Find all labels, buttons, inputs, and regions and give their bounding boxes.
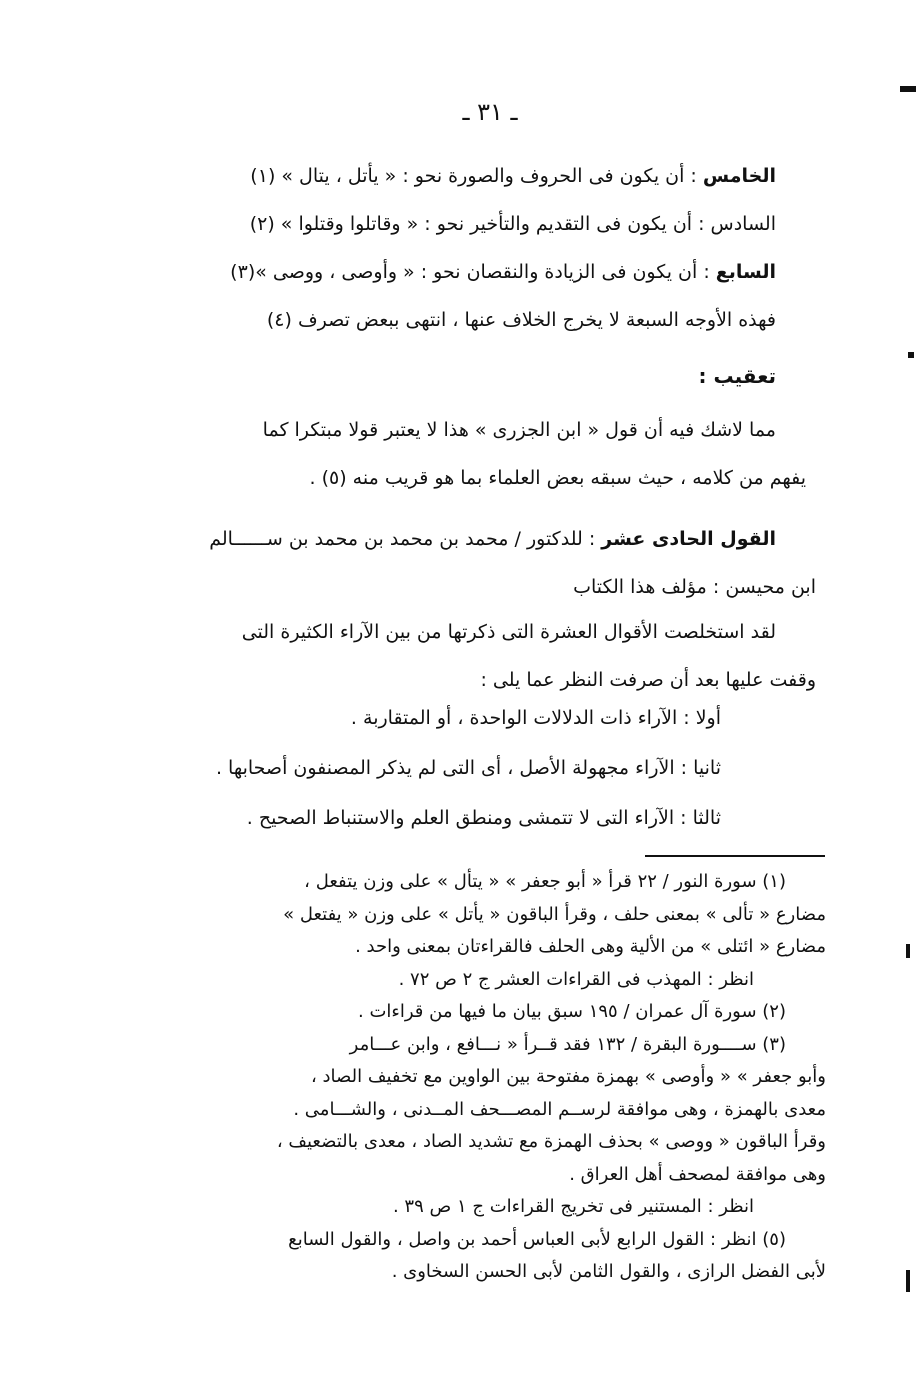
footnote-line: لأبى الفضل الرازى ، والقول الثامن لأبى الحسن السخاوى . [391, 1261, 826, 1282]
footnote-line: وهى موافقة لمصحف أهل العراق . [569, 1163, 826, 1185]
aspect-line-fifth [146, 152, 776, 200]
footnote-line: (٢) سورة آل عمران / ١٩٥ سبق بيان ما فيها من قراءات . [358, 1001, 786, 1022]
aspect-text: : أن يكون فى الحروف والصورة نحو : « يأتل ، يتال » (١) [250, 165, 703, 187]
footnote-line: مضارع « تألى » بمعنى حلف ، وقرأ الباقون « يأتل » على وزن « يفتعل » [283, 903, 826, 925]
eleventh-opinion-paragraph [86, 515, 816, 611]
aspect-line-seventh [146, 248, 776, 296]
aspect-text: فهذه الأوجه السبعة لا يخرج الخلاف عنها ، انتهى ببعض تصرف (٤) [266, 309, 776, 331]
list-item: أولا : الآراء ذات الدلالات الواحدة ، أو المتقاربة . [350, 707, 721, 729]
conclusion-paragraph [86, 608, 816, 704]
eleventh-line-author: ابن محيسن : مؤلف هذا الكتاب [573, 576, 816, 598]
footnote-line: انظر : المستنير فى تخريج القراءات ج ١ ص ٣٩ . [392, 1196, 754, 1217]
comment-line: مما لاشك فيه أن قول « ابن الجزرى » هذا لا يعتبر قولا مبتكرا كما [262, 419, 776, 441]
aspect-line-sixth [146, 200, 776, 248]
eleventh-line [86, 515, 776, 563]
aspect-text: السادس : أن يكون فى التقديم والتأخير نحو : « وقاتلوا وقتلوا » (٢) [249, 213, 776, 235]
conclusion-line: وقفت عليها بعد أن صرفت النظر عما يلى : [480, 669, 816, 691]
aspect-text: : أن يكون فى الزيادة والنقصان نحو : « وأوصى ، ووصى »(٣) [230, 261, 716, 283]
page-number: ـ ٣١ ـ [462, 98, 518, 126]
conclusion-line: لقد استخلصت الأقوال العشرة التى ذكرتها من بين الآراء الكثيرة التى [241, 621, 776, 643]
aspect-line-summary [146, 296, 776, 344]
eleventh-text: : للدكتور / محمد بن محمد بن محمد بن ســــــالم [209, 528, 602, 550]
footnote-line: مضارع « ائتلى » من الألية وهى الحلف فالقراءتان بمعنى واحد . [355, 936, 826, 957]
scan-mark [908, 352, 914, 358]
footnote-line: (٣) ســــورة البقرة / ١٣٢ فقد قــرأ « نـــافع ، وابن عـــامر [349, 1033, 786, 1055]
footnote-line: معدى بالهمزة ، وهى موافقة لرســم المصـــحف المــدنى ، والشـــامى . [293, 1098, 826, 1120]
footnote-line: (٥) انظر : القول الرابع لأبى العباس أحمد بن واصل ، والقول السابع [288, 1228, 786, 1250]
footnotes [126, 866, 826, 1289]
list-item: ثانيا : الآراء مجهولة الأصل ، أى التى لم يذكر المصنفون أصحابها . [215, 757, 721, 779]
footnote-separator [645, 855, 825, 857]
comment-heading: تعقيب : [698, 364, 776, 388]
aspect-label: السابع [715, 261, 776, 283]
footnote-line: (١) سورة النور / ٢٢ قرأ « أبو جعفر » « يتأل » على وزن يتفعل ، [304, 871, 786, 892]
list-item: ثالثا : الآراء التى لا تتمشى ومنطق العلم والاستنباط الصحيح . [246, 807, 721, 829]
footnote-line: انظر : المهذب فى القراءات العشر ج ٢ ص ٧٢ . [398, 968, 754, 990]
footnote-line: وقرأ الباقون « ووصى » بحذف الهمزة مع تشديد الصاد ، معدى بالتضعيف ، [276, 1131, 826, 1152]
scan-mark [900, 86, 916, 92]
aspects-paragraph [146, 152, 776, 344]
scan-mark [906, 944, 910, 958]
eleventh-label: القول الحادى عشر [601, 528, 776, 550]
excluded-opinions-list [86, 694, 776, 844]
comment-line: يفهم من كلامه ، حيث سبقه بعض العلماء بما هو قريب منه (٥) . [309, 467, 806, 489]
comment-section [146, 352, 776, 400]
footnote-line: وأبو جعفر » « وأوصى » بهمزة مفتوحة بين الواوين مع تخفيف الصاد ، [310, 1066, 826, 1087]
aspect-label: الخامس [702, 165, 776, 187]
comment-paragraph [96, 406, 806, 502]
scan-mark [906, 1270, 910, 1292]
